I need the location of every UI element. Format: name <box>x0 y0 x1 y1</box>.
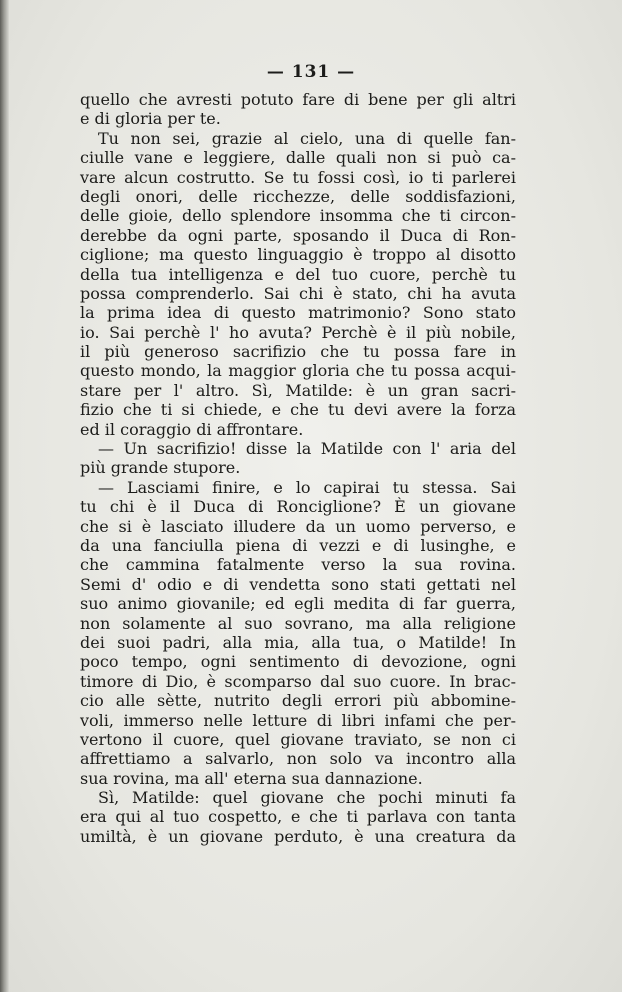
text-line: sua rovina, ma all' eterna sua dannazione. <box>80 768 423 788</box>
text-line: tu chi è il Duca di Ronciglione? È un giovane <box>80 497 516 517</box>
text-line: vare alcun costrutto. Se tu fossi così, io ti parlerei <box>80 167 516 187</box>
text-line: il più generoso sacrifizio che tu possa fare in <box>80 342 516 362</box>
book-spine-edge <box>0 0 9 992</box>
text-line: umiltà, è un giovane perduto, è una creatura da <box>80 826 516 846</box>
text-line: timore di Dio, è scomparso dal suo cuore. In brac- <box>80 671 516 691</box>
text-line: poco tempo, ogni sentimento di devozione, ogni <box>80 652 516 672</box>
text-line: degli onori, delle ricchezze, delle soddisfazioni, <box>80 186 516 206</box>
text-line: la prima idea di questo matrimonio? Sono stato <box>80 303 516 323</box>
page-number: — 131 — <box>266 62 356 82</box>
text-line: ed il coraggio di affrontare. <box>80 419 304 439</box>
text-line: cio alle sètte, nutrito degli errori più abbomine- <box>80 691 516 711</box>
text-line: voli, immerso nelle letture di libri infami che per- <box>80 710 516 730</box>
text-line: dei suoi padri, alla mia, alla tua, o Matilde! In <box>80 632 516 652</box>
text-line: della tua intelligenza e del tuo cuore, perchè tu <box>80 264 516 284</box>
text-line: io. Sai perchè l' ho avuta? Perchè è il più nobile, <box>80 322 516 342</box>
text-line: ciulle vane e leggiere, dalle quali non si può ca- <box>80 148 516 168</box>
text-line: era qui al tuo cospetto, e che ti parlava con tanta <box>80 807 516 827</box>
text-line: e di gloria per te. <box>80 109 221 129</box>
text-line: — Lasciami finire, e lo capirai tu stessa. Sai <box>98 477 516 497</box>
text-line: suo animo giovanile; ed egli medita di far guerra, <box>80 594 516 614</box>
text-line: che cammina fatalmente verso la sua rovina. <box>80 555 516 575</box>
text-line: Semi d' odio e di vendetta sono stati gettati nel <box>80 574 516 594</box>
text-line: più grande stupore. <box>80 458 241 478</box>
text-line: da una fanciulla piena di vezzi e di lusinghe, e <box>80 535 516 555</box>
text-line: non solamente al suo sovrano, ma alla religione <box>80 613 516 633</box>
text-line: questo mondo, la maggior gloria che tu possa acqui- <box>80 361 516 381</box>
text-line: che si è lasciato illudere da un uomo perverso, e <box>80 516 516 536</box>
text-line: delle gioie, dello splendore insomma che ti circon- <box>80 206 516 226</box>
text-line: stare per l' altro. Sì, Matilde: è un gran sacri- <box>80 380 516 400</box>
text-line: vertono il cuore, quel giovane traviato, se non ci <box>80 729 516 749</box>
text-line: quello che avresti potuto fare di bene per gli altri <box>80 90 516 109</box>
text-line: — Un sacrifizio! disse la Matilde con l' aria del <box>98 439 516 459</box>
text-line: affrettiamo a salvarlo, non solo va incontro alla <box>80 749 516 769</box>
text-line: Sì, Matilde: quel giovane che pochi minuti fa <box>98 788 516 808</box>
text-line: ciglione; ma questo linguaggio è troppo al disotto <box>80 245 516 265</box>
text-line: possa comprenderlo. Sai chi è stato, chi ha avuta <box>80 283 516 303</box>
text-line: derebbe da ogni parte, sposando il Duca di Ron- <box>80 225 516 245</box>
text-line: fizio che ti si chiede, e che tu devi avere la forza <box>80 400 516 420</box>
text-line: Tu non sei, grazie al cielo, una di quelle fan- <box>98 128 516 148</box>
body-text <box>80 90 516 846</box>
